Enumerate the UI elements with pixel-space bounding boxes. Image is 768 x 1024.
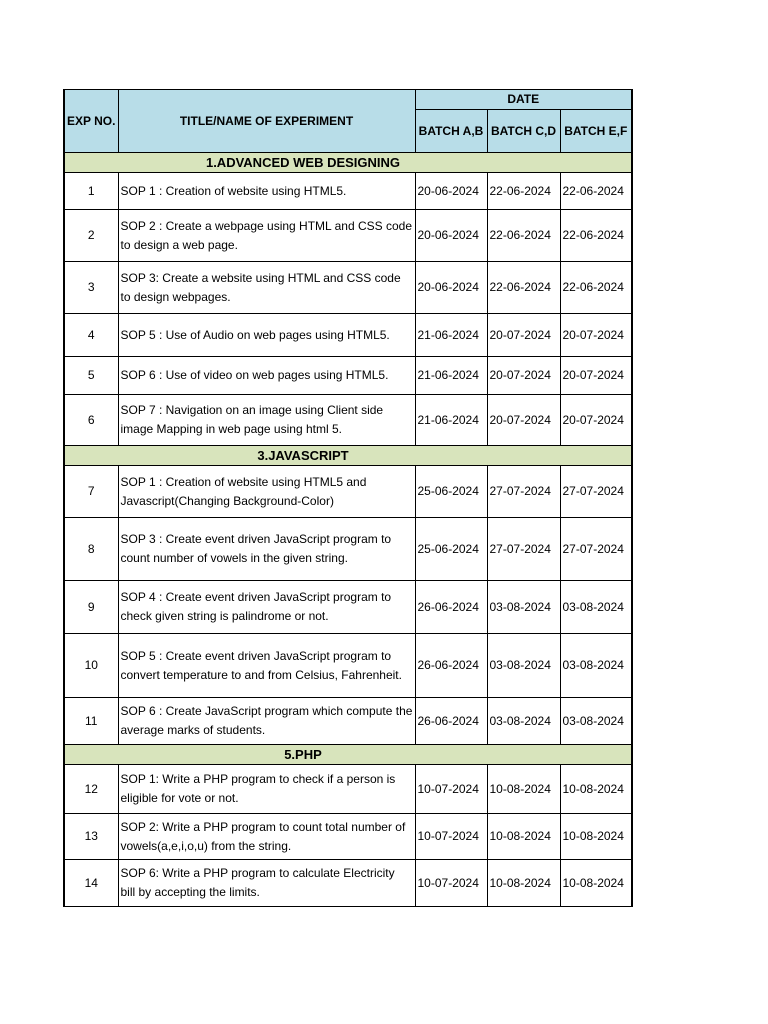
exp-no-cell: 2 (64, 210, 118, 262)
batch-ab-date-cell: 10-07-2024 (415, 860, 487, 907)
table-row (64, 518, 632, 581)
batch-ab-date-cell: 26-06-2024 (415, 581, 487, 634)
section-title: 1.ADVANCED WEB DESIGNING (64, 153, 632, 173)
exp-no-cell: 6 (64, 395, 118, 446)
table-row (64, 634, 632, 698)
batch-ab-date-cell: 10-07-2024 (415, 765, 487, 814)
batch-ef-date-cell: 03-08-2024 (560, 698, 632, 745)
experiment-title-cell: SOP 5 : Create event driven JavaScript program to convert temperature to and from Celsius, Fahrenheit. (118, 634, 415, 698)
batch-cd-date-cell: 03-08-2024 (487, 698, 560, 745)
batch-cd-date-cell: 10-08-2024 (487, 765, 560, 814)
table-header (64, 90, 632, 153)
batch-ab-date-cell: 21-06-2024 (415, 395, 487, 446)
batch-ab-date-cell: 25-06-2024 (415, 518, 487, 581)
experiment-title-cell: SOP 1 : Creation of website using HTML5 and Javascript(Changing Background-Color) (118, 466, 415, 518)
exp-no-cell: 9 (64, 581, 118, 634)
batch-ab-date-cell: 20-06-2024 (415, 173, 487, 210)
batch-cd-date-cell: 20-07-2024 (487, 357, 560, 395)
exp-no-cell: 5 (64, 357, 118, 395)
batch-ef-date-cell: 27-07-2024 (560, 518, 632, 581)
batch-ab-date-cell: 26-06-2024 (415, 634, 487, 698)
table-row (64, 814, 632, 860)
batch-ab-header: BATCH A,B (415, 110, 487, 153)
table-row (64, 262, 632, 314)
batch-ab-date-cell: 20-06-2024 (415, 262, 487, 314)
batch-ef-header: BATCH E,F (560, 110, 632, 153)
exp-no-cell: 10 (64, 634, 118, 698)
section-title: 3.JAVASCRIPT (64, 446, 632, 466)
section-title: 5.PHP (64, 745, 632, 765)
exp-no-cell: 13 (64, 814, 118, 860)
batch-ef-date-cell: 20-07-2024 (560, 314, 632, 357)
exp-no-cell: 11 (64, 698, 118, 745)
experiment-title-cell: SOP 1: Write a PHP program to check if a person is eligible for vote or not. (118, 765, 415, 814)
batch-ab-date-cell: 21-06-2024 (415, 314, 487, 357)
exp-no-cell: 3 (64, 262, 118, 314)
batch-ef-date-cell: 27-07-2024 (560, 466, 632, 518)
batch-ef-date-cell: 20-07-2024 (560, 395, 632, 446)
batch-ef-date-cell: 22-06-2024 (560, 210, 632, 262)
batch-cd-date-cell: 22-06-2024 (487, 173, 560, 210)
experiment-title-cell: SOP 1 : Creation of website using HTML5. (118, 173, 415, 210)
table-row (64, 210, 632, 262)
experiment-title-cell: SOP 3 : Create event driven JavaScript program to count number of vowels in the given string. (118, 518, 415, 581)
batch-cd-date-cell: 10-08-2024 (487, 814, 560, 860)
experiment-title-cell: SOP 4 : Create event driven JavaScript program to check given string is palindrome or not. (118, 581, 415, 634)
exp-no-cell: 4 (64, 314, 118, 357)
batch-ab-date-cell: 25-06-2024 (415, 466, 487, 518)
batch-ef-date-cell: 10-08-2024 (560, 765, 632, 814)
batch-ab-date-cell: 20-06-2024 (415, 210, 487, 262)
section-row (64, 745, 632, 765)
experiment-title-cell: SOP 6 : Use of video on web pages using HTML5. (118, 357, 415, 395)
batch-ef-date-cell: 03-08-2024 (560, 581, 632, 634)
experiment-title-cell: SOP 7 : Navigation on an image using Client side image Mapping in web page using html 5. (118, 395, 415, 446)
experiment-title-cell: SOP 5 : Use of Audio on web pages using HTML5. (118, 314, 415, 357)
table-body (64, 153, 632, 907)
experiment-title-cell: SOP 6: Write a PHP program to calculate Electricity bill by accepting the limits. (118, 860, 415, 907)
table-row (64, 314, 632, 357)
batch-ef-date-cell: 03-08-2024 (560, 634, 632, 698)
exp-no-cell: 8 (64, 518, 118, 581)
exp-no-cell: 14 (64, 860, 118, 907)
batch-cd-date-cell: 27-07-2024 (487, 466, 560, 518)
batch-cd-date-cell: 22-06-2024 (487, 262, 560, 314)
table-row (64, 698, 632, 745)
exp-no-cell: 12 (64, 765, 118, 814)
batch-ef-date-cell: 10-08-2024 (560, 860, 632, 907)
batch-cd-date-cell: 10-08-2024 (487, 860, 560, 907)
experiment-schedule-table (63, 89, 633, 907)
table-row (64, 357, 632, 395)
experiment-title-cell: SOP 3: Create a website using HTML and CSS code to design webpages. (118, 262, 415, 314)
date-header: DATE (415, 90, 632, 110)
experiment-title-cell: SOP 2 : Create a webpage using HTML and CSS code to design a web page. (118, 210, 415, 262)
section-row (64, 446, 632, 466)
batch-ab-date-cell: 21-06-2024 (415, 357, 487, 395)
table-row (64, 173, 632, 210)
table-row (64, 765, 632, 814)
title-header: TITLE/NAME OF EXPERIMENT (118, 90, 415, 153)
batch-ef-date-cell: 22-06-2024 (560, 262, 632, 314)
batch-cd-date-cell: 20-07-2024 (487, 314, 560, 357)
batch-ef-date-cell: 10-08-2024 (560, 814, 632, 860)
table-row (64, 466, 632, 518)
batch-cd-date-cell: 22-06-2024 (487, 210, 560, 262)
exp-no-cell: 1 (64, 173, 118, 210)
batch-ab-date-cell: 10-07-2024 (415, 814, 487, 860)
batch-cd-date-cell: 03-08-2024 (487, 581, 560, 634)
batch-cd-date-cell: 20-07-2024 (487, 395, 560, 446)
batch-cd-date-cell: 03-08-2024 (487, 634, 560, 698)
section-row (64, 153, 632, 173)
experiment-title-cell: SOP 6 : Create JavaScript program which compute the average marks of students. (118, 698, 415, 745)
batch-cd-date-cell: 27-07-2024 (487, 518, 560, 581)
exp-no-header: EXP NO. (64, 90, 118, 153)
exp-no-cell: 7 (64, 466, 118, 518)
table-row (64, 860, 632, 907)
table-row (64, 581, 632, 634)
experiment-title-cell: SOP 2: Write a PHP program to count total number of vowels(a,e,i,o,u) from the string. (118, 814, 415, 860)
table-row (64, 395, 632, 446)
batch-ef-date-cell: 20-07-2024 (560, 357, 632, 395)
batch-ef-date-cell: 22-06-2024 (560, 173, 632, 210)
batch-cd-header: BATCH C,D (487, 110, 560, 153)
batch-ab-date-cell: 26-06-2024 (415, 698, 487, 745)
